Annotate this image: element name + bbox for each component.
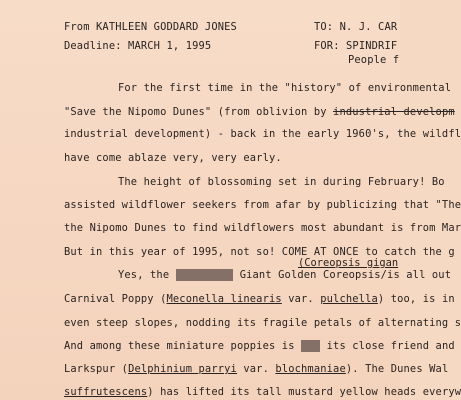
paragraph-line: But in this year of 1995, not so! COME AT ONCE to catch the g [64,246,455,258]
to-line: TO: N. J. CAR [314,21,398,33]
text-run: Giant Golden Coreopsis/is all out [239,269,452,281]
paragraph-line [64,386,461,398]
species-name: suffrutescens [64,386,148,398]
species-name: Meconella linearis [166,293,282,305]
paragraph-line [64,363,448,375]
variety-name: pulchella [320,293,378,305]
paragraph-line [64,293,455,305]
text-run: ). The Dunes Wal [345,363,449,375]
text-run: its close friend and [326,340,455,352]
paragraph-line [118,269,451,281]
text-run: Larkspur ( [64,363,129,375]
paragraph-line: the Nipomo Dunes to find wildflowers most abundant is from Mar [64,222,461,234]
text-run: var. [236,363,276,375]
crossed-out-text [301,340,320,352]
paragraph-line: For the first time in the "history" of environmental [118,82,452,94]
from-line: From KATHLEEN GODDARD JONES [64,21,237,33]
paragraph-line: even steep slopes, nodding its fragile petals of alternating s [64,317,461,329]
crossed-out-text [176,269,234,281]
paragraph-line [64,340,455,352]
for-line: FOR: SPINDRIF [314,40,398,52]
struck-text: industrial developm [333,106,455,118]
text-run: var. [281,293,321,305]
paragraph-line: have come ablaze very, very early. [64,152,282,164]
text-run: Yes, the [118,269,170,281]
deadline-line: Deadline: MARCH 1, 1995 [64,40,212,52]
text-run: ) has lifted its tall mustard yellow heads everyw [147,386,461,398]
text-run: ) too, is in [377,293,455,305]
people-line: People f [348,54,400,66]
handwritten-insert: (Coreopsis gigan [298,257,399,269]
species-name: Delphinium parryi [128,363,237,375]
paragraph-line [64,106,455,118]
paragraph-line: industrial development) - back in the early 1960's, the wildfl [64,128,461,140]
paragraph-line: assisted wildflower seekers from afar by publicizing that "The [64,199,461,211]
text-run: "Save the Nipomo Dunes" (from oblivion by [64,106,327,118]
paragraph-line: The height of blossoming set in during February! Bo [118,176,445,188]
text-run: And among these miniature poppies is [64,340,295,352]
variety-name: blochmaniae [275,363,346,375]
text-run: Carnival Poppy ( [64,293,167,305]
